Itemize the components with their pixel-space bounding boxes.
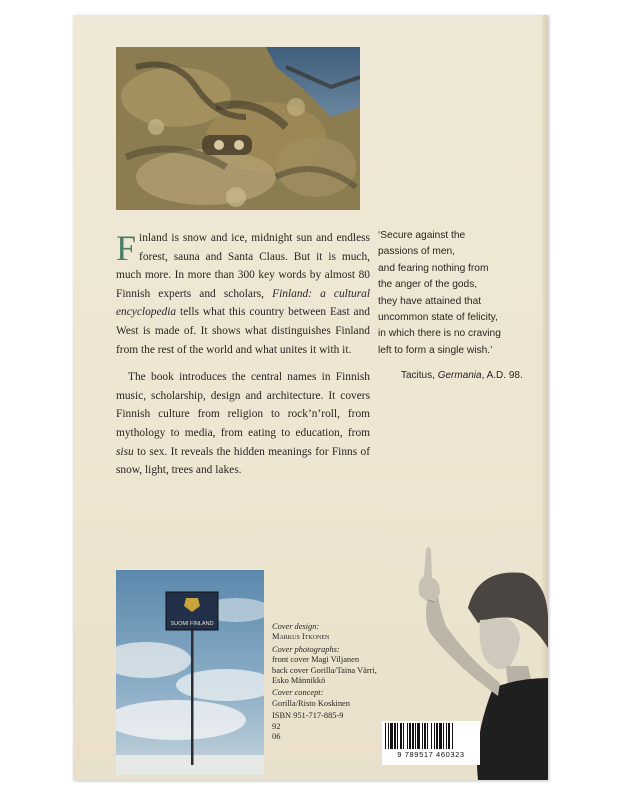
camouflage-photo xyxy=(116,47,360,210)
credit-concept-label: Cover concept: xyxy=(272,688,324,698)
paragraph-1-start: inland is snow and ice, midnight sun and endless forest, sauna and Santa Claus. But it is much, much more. In more than 300 key words by almost 80 Finnish experts and scholars, xyxy=(116,232,370,300)
quote-line: they have attained that xyxy=(378,295,482,307)
quote-author: Tacitus, xyxy=(401,370,438,381)
quote-line: the anger of the gods, xyxy=(378,279,478,291)
quote-line: left to form a single wish.’ xyxy=(378,344,493,356)
camouflage-photo-art xyxy=(116,47,360,210)
quote-date: , A.D. 98. xyxy=(481,370,523,381)
description-text xyxy=(116,229,370,489)
paragraph-2 xyxy=(116,368,370,480)
quote-attribution xyxy=(401,370,546,381)
quote-line: passions of men, xyxy=(378,246,456,258)
isbn: ISBN 951-717-885-9 xyxy=(272,711,344,721)
tacitus-quote xyxy=(378,228,540,359)
quote-line: and fearing nothing from xyxy=(378,262,489,274)
quote-line: uncommon state of felicity, xyxy=(378,312,498,324)
paragraph-2-end: to sex. It reveals the hidden meanings for Finns of snow, light, trees and lakes. xyxy=(116,445,370,477)
credit-photos-back-1: back cover Gorilla/Taina Värri, xyxy=(272,665,377,675)
quote-line: ‘Secure against the xyxy=(378,230,466,241)
code-1: 92 xyxy=(272,721,281,731)
book-back-cover xyxy=(73,15,548,780)
credit-design-name: Markus Itkonen xyxy=(272,632,330,642)
quote-work: Germania xyxy=(437,370,482,381)
barcode-bars xyxy=(382,721,480,751)
credit-concept-name: Gorilla/Risto Koskinen xyxy=(272,698,350,708)
border-sign-photo xyxy=(116,570,264,775)
credit-design-label: Cover design: xyxy=(272,622,320,631)
sign-text: SUOMI FINLAND xyxy=(170,621,214,627)
dropcap: F xyxy=(116,228,137,268)
book-title: Finland: a cultural encyclopedia xyxy=(116,287,370,319)
code-2: 06 xyxy=(272,732,281,742)
paragraph-1-end: tells what this country between East and West is made of. It shows what distinguishes Finland from the rest of the world and what unites it with it. xyxy=(116,306,370,356)
credit-photos-back-2: Esko Männikkö xyxy=(272,676,326,686)
credit-photos xyxy=(272,645,382,687)
paragraph-2-start: The book introduces the central names in Finnish music, scholarship, design and architecture. It covers Finnish culture from religion to rock’n’roll, from mythology to media, from eating to education, from xyxy=(116,371,370,439)
border-sign-art xyxy=(116,570,264,775)
credit-photos-front: front cover Magi Viljanen xyxy=(272,655,360,665)
cover-credits xyxy=(272,622,382,742)
credit-design xyxy=(272,622,382,643)
credit-concept xyxy=(272,688,382,709)
paragraph-1 xyxy=(116,229,370,359)
credit-photos-label: Cover photographs: xyxy=(272,644,340,654)
quote-line: in which there is no craving xyxy=(378,328,501,340)
barcode-number: 9 789517 460323 xyxy=(397,750,465,759)
sisu-word: sisu xyxy=(116,445,134,458)
